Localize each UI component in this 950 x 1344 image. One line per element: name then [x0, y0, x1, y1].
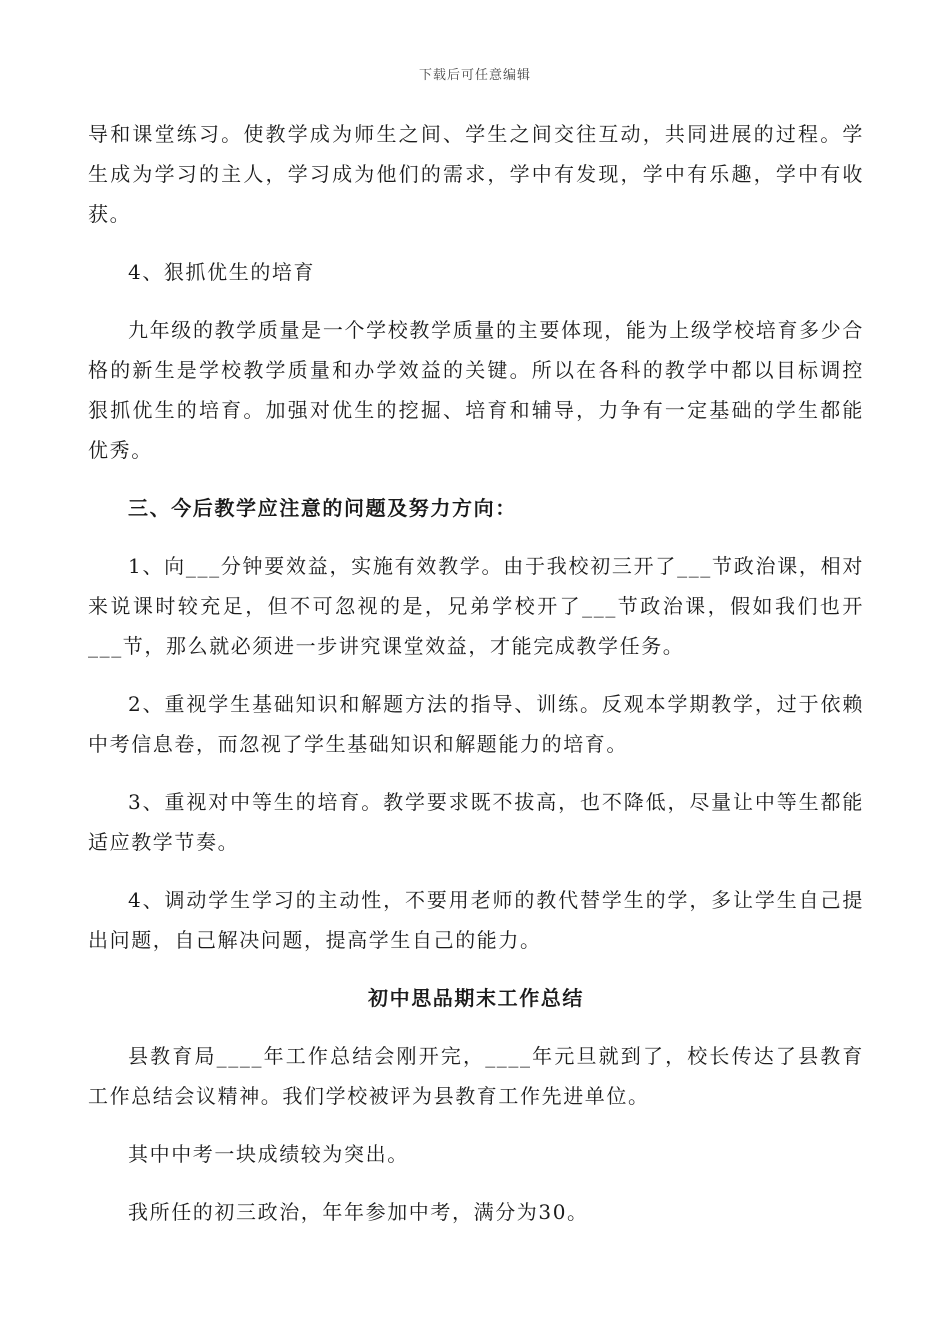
paragraph-item-1: 1、向___分钟要效益，实施有效教学。由于我校初三开了___节政治课，相对来说课时较充足，但不可忽视的是，兄弟学校开了___节政治课，假如我们也开___节，那么就必须进一步讲究课堂效益，才能完成教学任务。	[88, 554, 864, 658]
paragraph-exam: 其中中考一块成绩较为突出。	[128, 1142, 409, 1166]
document-title: 初中思品期末工作总结	[368, 986, 584, 1010]
paragraph-intro: 县教育局____年工作总结会刚开完，____年元旦就到了，校长传达了县教育工作总结会议精神。我们学校被评为县教育工作先进单位。	[88, 1044, 864, 1108]
document-body	[88, 114, 864, 1250]
paragraph-score: 我所任的初三政治，年年参加中考，满分为30。	[128, 1200, 589, 1224]
paragraph-item-2: 2、重视学生基础知识和解题方法的指导、训练。反观本学期教学，过于依赖中考信息卷，而忽视了学生基础知识和解题能力的培育。	[88, 692, 864, 756]
page-header: 下载后可任意编辑	[418, 68, 531, 83]
paragraph-continuation: 导和课堂练习。使教学成为师生之间、学生之间交往互动，共同进展的过程。学生成为学习的主人，学习成为他们的需求，学中有发现，学中有乐趣，学中有收获。	[88, 122, 864, 226]
paragraph-item-3: 3、重视对中等生的培育。教学要求既不拔高，也不降低，尽量让中等生都能适应教学节奏。	[88, 790, 864, 854]
subheading-top-students: 4、狠抓优生的培育	[128, 260, 316, 284]
paragraph-top-students: 九年级的教学质量是一个学校教学质量的主要体现，能为上级学校培育多少合格的新生是学校教学质量和办学效益的关键。所以在各科的教学中都以目标调控狠抓优生的培育。加强对优生的挖掘、培育和辅导，力争有一定基础的学生都能优秀。	[88, 318, 864, 462]
section-heading-future: 三、今后教学应注意的问题及努力方向：	[128, 496, 517, 520]
paragraph-item-4: 4、调动学生学习的主动性，不要用老师的教代替学生的学，多让学生自己提出问题，自己解决问题，提高学生自己的能力。	[88, 888, 864, 952]
